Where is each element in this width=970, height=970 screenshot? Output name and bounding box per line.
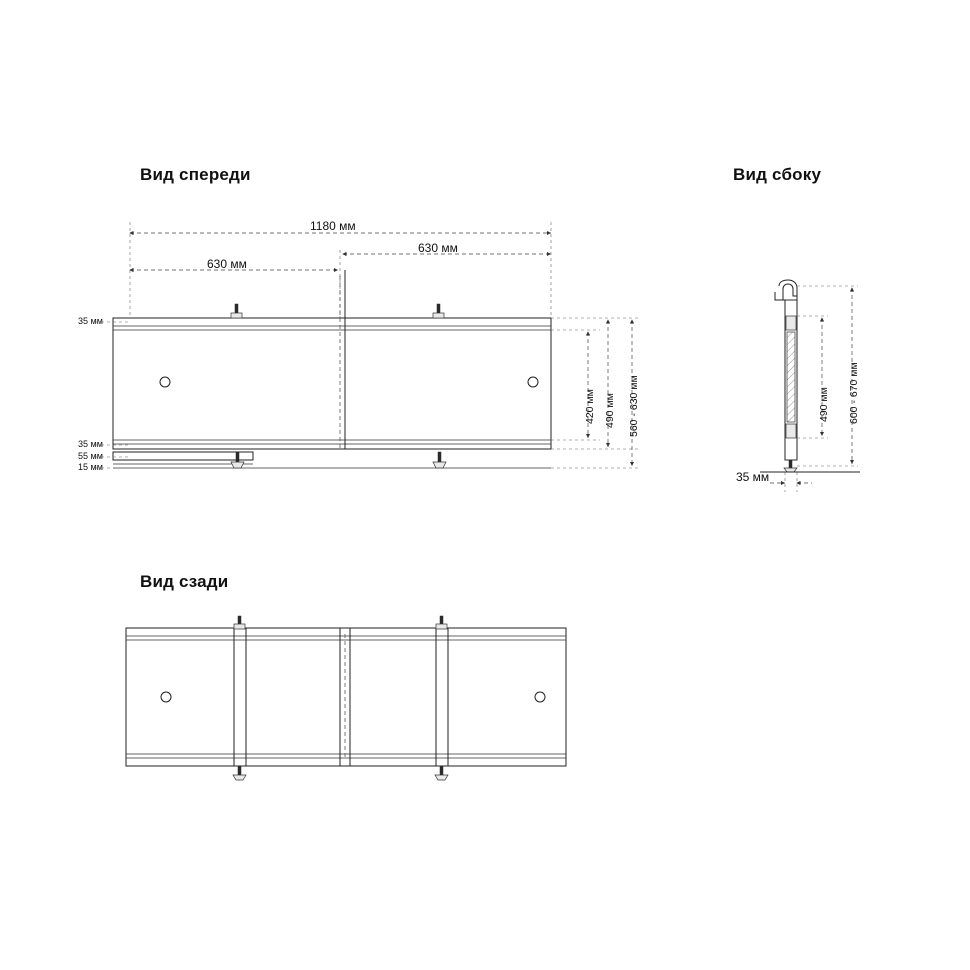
dim-front-total-width: 1180 мм [310, 219, 356, 233]
dim-front-right-panel: 630 мм [418, 241, 458, 255]
dim-side-depth: 35 мм [736, 470, 770, 484]
dim-front-base-gap: 15 мм [78, 462, 103, 472]
back-view-title: Вид сзади [140, 572, 229, 591]
front-view-geometry [95, 222, 640, 468]
side-view-geometry [760, 280, 860, 492]
dim-front-top-rail: 35 мм [78, 316, 103, 326]
dim-side-height-600-670: 600 - 670 мм [848, 362, 860, 424]
dim-front-foot-zone: 55 мм [78, 451, 103, 461]
front-view-title: Вид спереди [140, 165, 251, 184]
dim-front-height-560-630: 560 - 630 мм [628, 375, 640, 437]
back-view-geometry [126, 616, 566, 780]
dim-front-height-420: 420 мм [584, 389, 596, 424]
dim-side-height-490: 490 мм [818, 387, 830, 422]
side-view-title: Вид сбоку [733, 165, 822, 184]
dim-front-height-490: 490 мм [604, 393, 616, 428]
dim-front-bottom-rail: 35 мм [78, 439, 103, 449]
dim-front-left-panel: 630 мм [207, 257, 247, 271]
